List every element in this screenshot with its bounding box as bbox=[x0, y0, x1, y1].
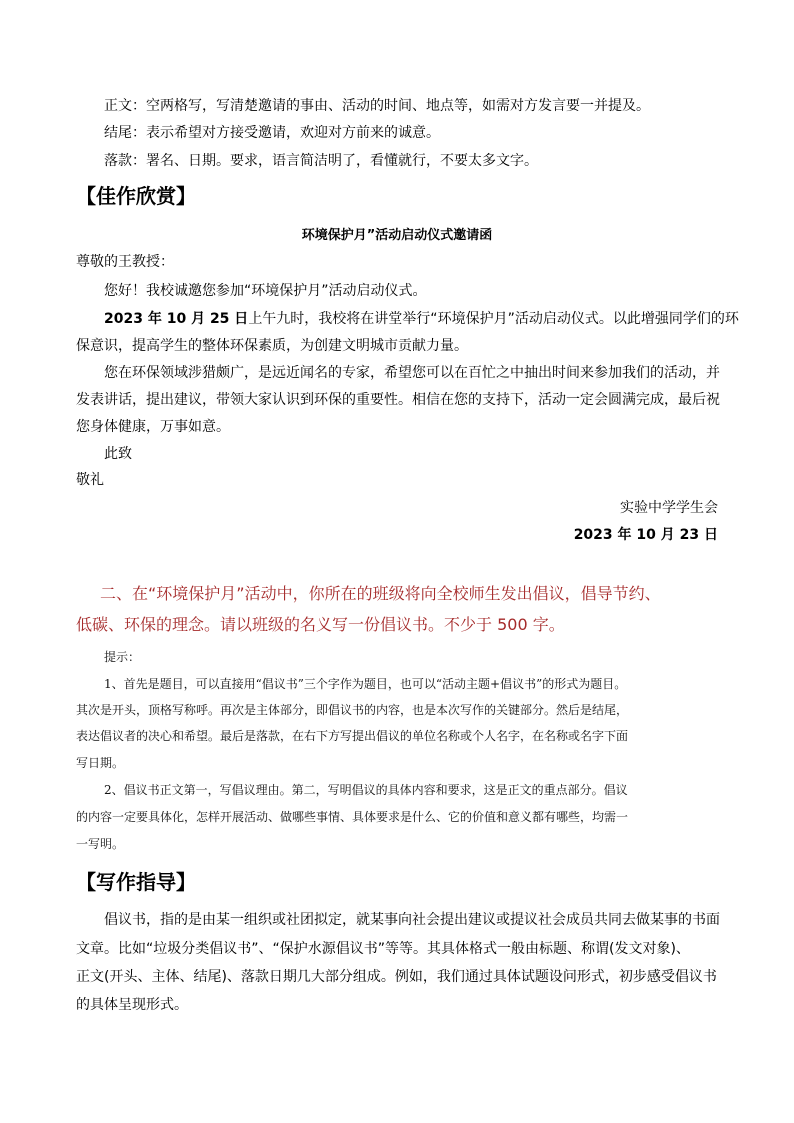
letter-salutation: 尊敬的王教授： bbox=[76, 254, 174, 270]
guidance-heading: 【写作指导】 bbox=[76, 870, 196, 894]
letter-paragraph-1-line-1 bbox=[104, 309, 739, 329]
letter-greeting: 您好！我校诚邀您参加“环境保护月”活动启动仪式。 bbox=[104, 283, 427, 299]
hint-2-line-3: 一写明。 bbox=[76, 837, 125, 851]
hint-2-line-2: 的内容一定要具体化，怎样开展活动、做哪些事情、具体要求是什么、它的价值和意义都有哪些，均需一 bbox=[76, 810, 629, 824]
format-note-ending: 结尾：表示希望对方接受邀请，欢迎对方前来的诚意。 bbox=[104, 125, 440, 141]
letter-paragraph-2-line-3: 您身体健康，万事如意。 bbox=[76, 419, 230, 435]
format-note-signature: 落款：署名、日期。要求，语言简洁明了，看懂就行，不要太多文字。 bbox=[104, 153, 538, 169]
guidance-line-1: 倡议书，指的是由某一组织或社团拟定，就某事向社会提出建议或提议社会成员共同去做某事的书面 bbox=[104, 912, 720, 928]
letter-sender: 实验中学学生会 bbox=[620, 500, 718, 516]
hint-1-line-2: 其次是开头，顶格写称呼。再次是主体部分，即倡议书的内容，也是本次写作的关键部分。然后是结尾， bbox=[76, 703, 629, 717]
task-line-1: 二、在“环境保护月”活动中，你所在的班级将向全校师生发出倡议，倡导节约、 bbox=[100, 584, 661, 603]
letter-paragraph-2-line-1: 您在环保领域涉猎颇广，是远近闻名的专家，希望您可以在百忙之中抽出时间来参加我们的活动，并 bbox=[104, 365, 720, 381]
letter-title: 环境保护月”活动启动仪式邀请函 bbox=[301, 228, 493, 243]
letter-closing-1: 此致 bbox=[104, 446, 132, 462]
appreciation-heading: 【佳作欣赏】 bbox=[76, 184, 196, 208]
guidance-line-3: 正文(开头、主体、结尾)、落款日期几大部分组成。例如，我们通过具体试题设问形式，初步感受倡议书 bbox=[76, 969, 717, 985]
event-date: 2023 年 10 月 25 日 bbox=[104, 311, 249, 327]
letter-paragraph-2-line-2: 发表讲话，提出建议，带领大家认识到环保的重要性。相信在您的支持下，活动一定会圆满完成，最后祝 bbox=[76, 392, 720, 408]
guidance-line-2: 文章。比如“垃圾分类倡议书”、“保护水源倡议书”等等。其具体格式一般由标题、称谓(发文对象)、 bbox=[76, 941, 690, 957]
hint-1-line-3: 表达倡议者的决心和希望。最后是落款，在右下方写提出倡议的单位名称或个人名字，在名称或名字下面 bbox=[76, 729, 629, 743]
hint-1-line-4: 写日期。 bbox=[76, 756, 125, 770]
letter-paragraph-1-line-2: 保意识，提高学生的整体环保素质，为创建文明城市贡献力量。 bbox=[76, 338, 468, 354]
guidance-line-4: 的具体呈现形式。 bbox=[76, 997, 188, 1013]
hint-1-line-1: 1、首先是题目，可以直接用“倡议书”三个字作为题目，也可以“活动主题+倡议书”的形式为题目。 bbox=[104, 677, 627, 691]
letter-date: 2023 年 10 月 23 日 bbox=[573, 527, 718, 543]
hint-2-line-1: 2、倡议书正文第一，写倡议理由。第二，写明倡议的具体内容和要求，这是正文的重点部分。倡议 bbox=[104, 783, 628, 797]
event-description: 上午九时，我校将在讲堂举行“环境保护月”活动启动仪式。以此增强同学们的环 bbox=[248, 311, 739, 327]
task-line-2: 低碳、环保的理念。请以班级的名义写一份倡议书。不少于 500 字。 bbox=[76, 615, 565, 634]
letter-closing-2: 敬礼 bbox=[76, 472, 104, 488]
format-note-body: 正文：空两格写，写清楚邀请的事由、活动的时间、地点等，如需对方发言要一并提及。 bbox=[104, 98, 650, 114]
hint-label: 提示： bbox=[104, 650, 141, 664]
